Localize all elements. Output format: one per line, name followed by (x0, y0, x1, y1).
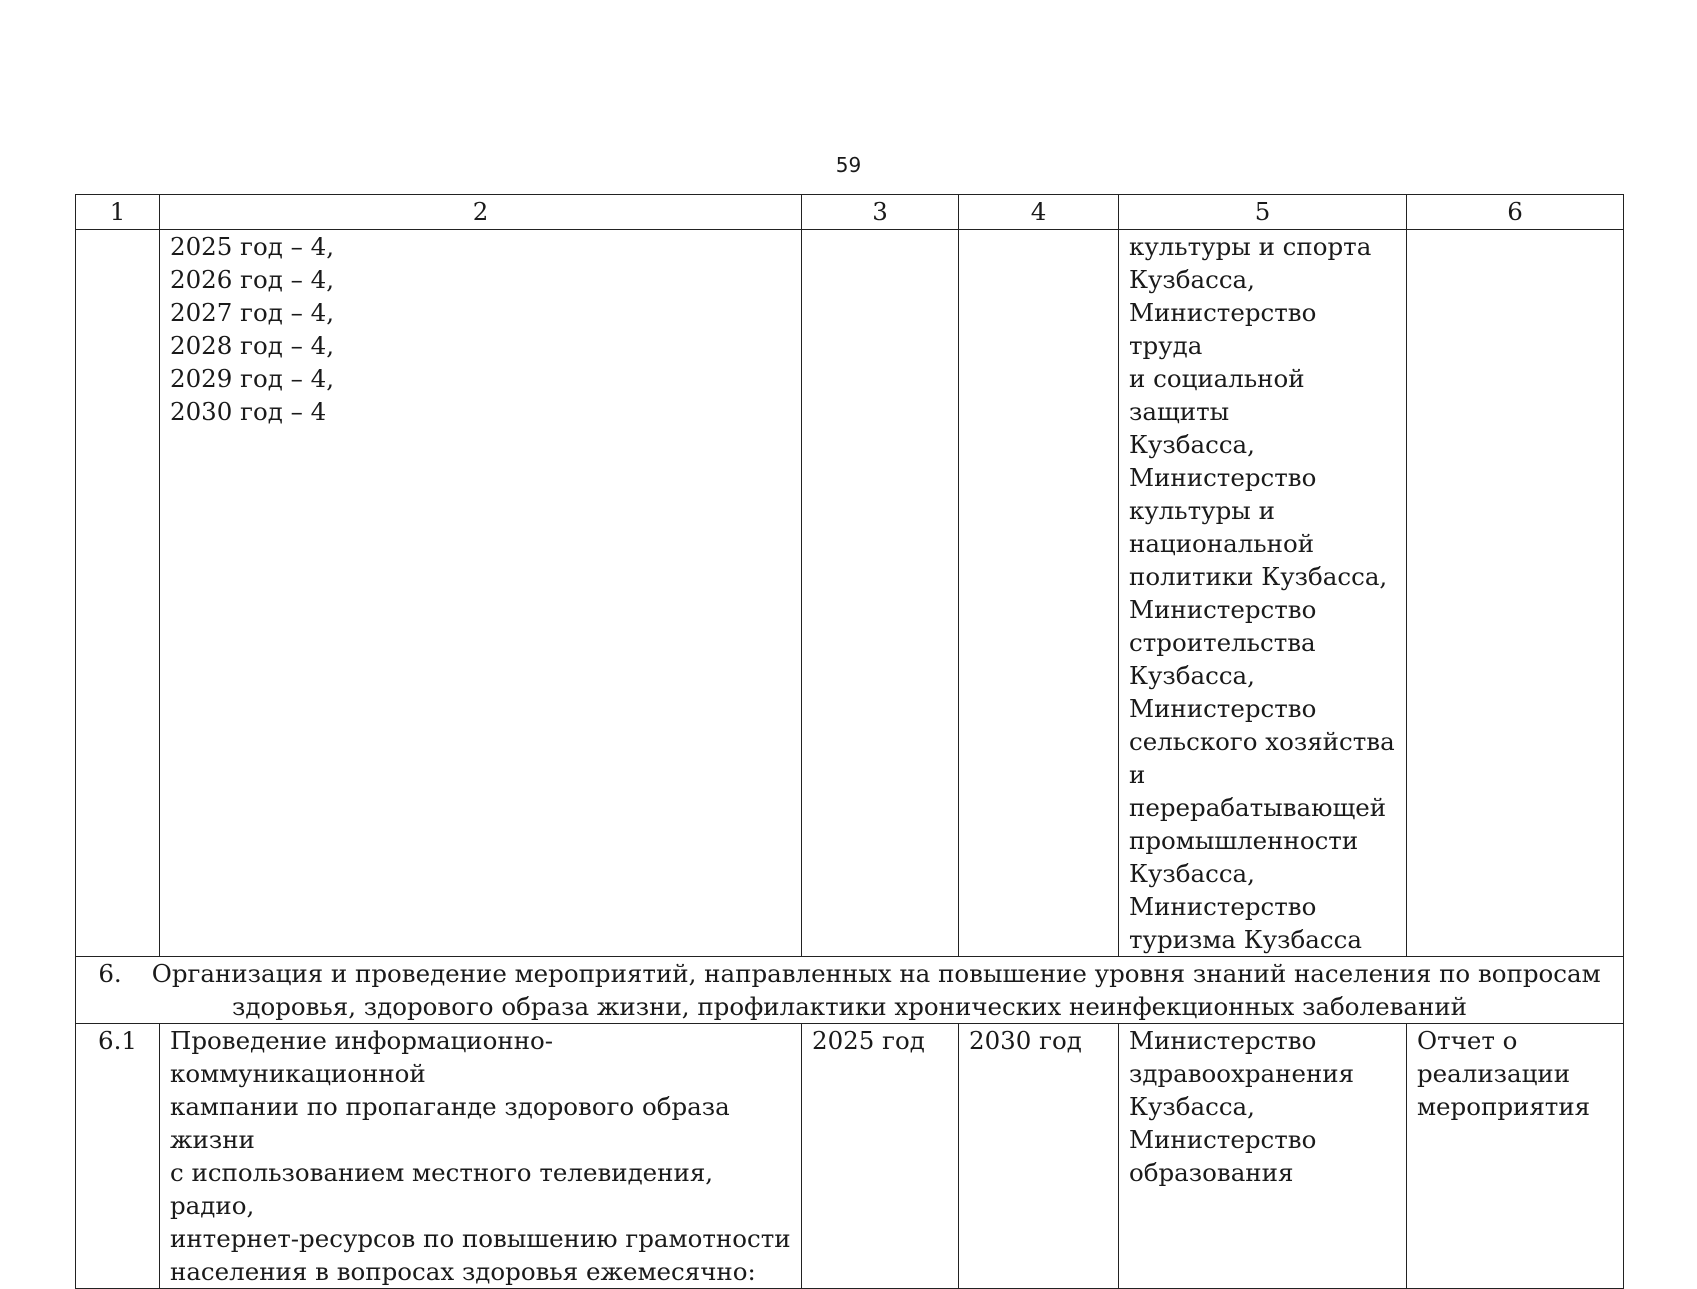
table-row (76, 1024, 1624, 1289)
table-row (76, 230, 1624, 957)
start-year-cell (802, 230, 959, 957)
row-number-cell: 6.1 (76, 1024, 160, 1289)
result-cell (1407, 230, 1624, 957)
column-number-1: 1 (76, 195, 160, 230)
section-heading-row (76, 957, 1624, 1024)
end-year-cell: 2030 год (959, 1024, 1119, 1289)
page-number: 59 (835, 153, 862, 177)
section-heading-cell (76, 957, 1624, 1024)
column-number-6: 6 (1407, 195, 1624, 230)
responsible-executors-cell: культуры и спорта Кузбасса, Министерство труда и социальной защиты Кузбасса, Министерство культуры и национальной политики Кузбасса, Министерство строительства Кузбасса, Министерство сельского хозяйства и перерабатывающей промышленности Кузбасса, Министерство туризма Кузбасса (1119, 230, 1407, 957)
column-number-5: 5 (1119, 195, 1407, 230)
start-year-cell: 2025 год (802, 1024, 959, 1289)
indicator-values-cell: 2025 год – 4, 2026 год – 4, 2027 год – 4, 2028 год – 4, 2029 год – 4, 2030 год – 4 (160, 230, 802, 957)
end-year-cell (959, 230, 1119, 957)
section-title: Организация и проведение мероприятий, направленных на повышение уровня знаний населения по вопросам здоровья, здорового образа жизни, профилактики хронических неинфекционных заболеваний (151, 959, 1601, 1021)
row-number-cell (76, 230, 160, 957)
column-number-2: 2 (160, 195, 802, 230)
table-header-row (76, 195, 1624, 230)
measure-description-cell: Проведение информационно-коммуникационной кампании по пропаганде здорового образа жизни с использованием местного телевидения, радио, интернет-ресурсов по повышению грамотности населения в вопросах здоровья ежемесячно: (160, 1024, 802, 1289)
result-cell: Отчет о реализации мероприятия (1407, 1024, 1624, 1289)
column-number-4: 4 (959, 195, 1119, 230)
section-number: 6. (98, 959, 122, 988)
column-number-3: 3 (802, 195, 959, 230)
measures-table (75, 194, 1624, 1289)
responsible-executors-cell: Министерство здравоохранения Кузбасса, Министерство образования (1119, 1024, 1407, 1289)
